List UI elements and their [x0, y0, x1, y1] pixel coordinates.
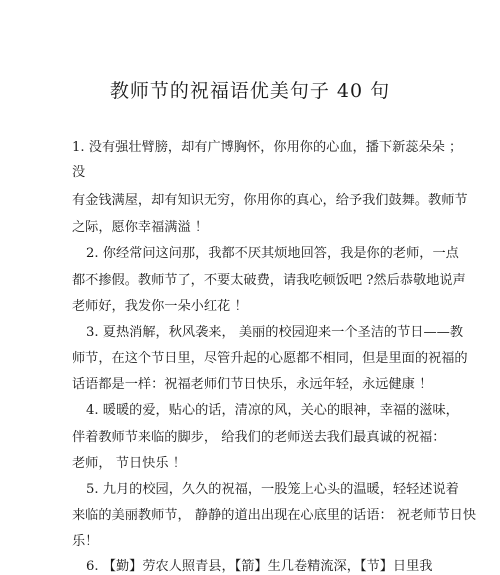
- text-line: 5. 九月的校园，久久的祝福，一股笼上心头的温暖，轻轻述说着: [86, 482, 459, 497]
- text-line: 之际，愿你幸福满溢 ！: [72, 220, 209, 235]
- text-line: 4. 暖暖的爱，贴心的话，清凉的风，关心的眼神，幸福的滋味，: [86, 403, 459, 418]
- text-line: 没: [72, 165, 86, 180]
- text-line: 来临的美丽教师节， 静静的道出出现在心底里的话语： 祝老师节日快: [72, 508, 477, 523]
- document-title: 教师节的祝福语优美句子 40 句: [109, 80, 391, 102]
- text-line: 乐！: [72, 534, 99, 549]
- text-line: 师节，在这个节日里，尽管升起的心愿都不相同，但是里面的祝福的: [72, 351, 468, 366]
- text-line: 伴着教师节来临的脚步， 给我们的老师送去我们最真诚的祝福：: [72, 430, 446, 445]
- text-line: 老师， 节日快乐 ！: [72, 456, 186, 471]
- text-line: 话语都是一样：祝福老师们节日快乐，永远年轻，永远健康 ！: [72, 377, 433, 392]
- text-line: 2. 你经常问这问那，我都不厌其烦地回答，我是你的老师，一点: [86, 246, 459, 261]
- text-line: 老师好，我发你一朵小红花 ！: [72, 299, 248, 314]
- text-line: 都不掺假。教师节了，不要太破费，请我吃顿饭吧 ?然后恭敬地说声: [72, 273, 466, 288]
- text-line: 3. 夏热消解，秋风袭来， 美丽的校园迎来一个圣洁的节日——教: [86, 325, 464, 340]
- text-line: 有金钱满屋，却有知识无穷，你用你的真心，给予我们鼓舞。教师节: [72, 193, 468, 208]
- text-line: 6. 【勤】劳农人照青县，【箭】生几卷精流深，【节】日里我: [86, 559, 433, 574]
- text-line: 1. 没有强壮臂膀，却有广博胸怀，你用你的心血，播下新蕊朵朵 ；: [72, 140, 463, 155]
